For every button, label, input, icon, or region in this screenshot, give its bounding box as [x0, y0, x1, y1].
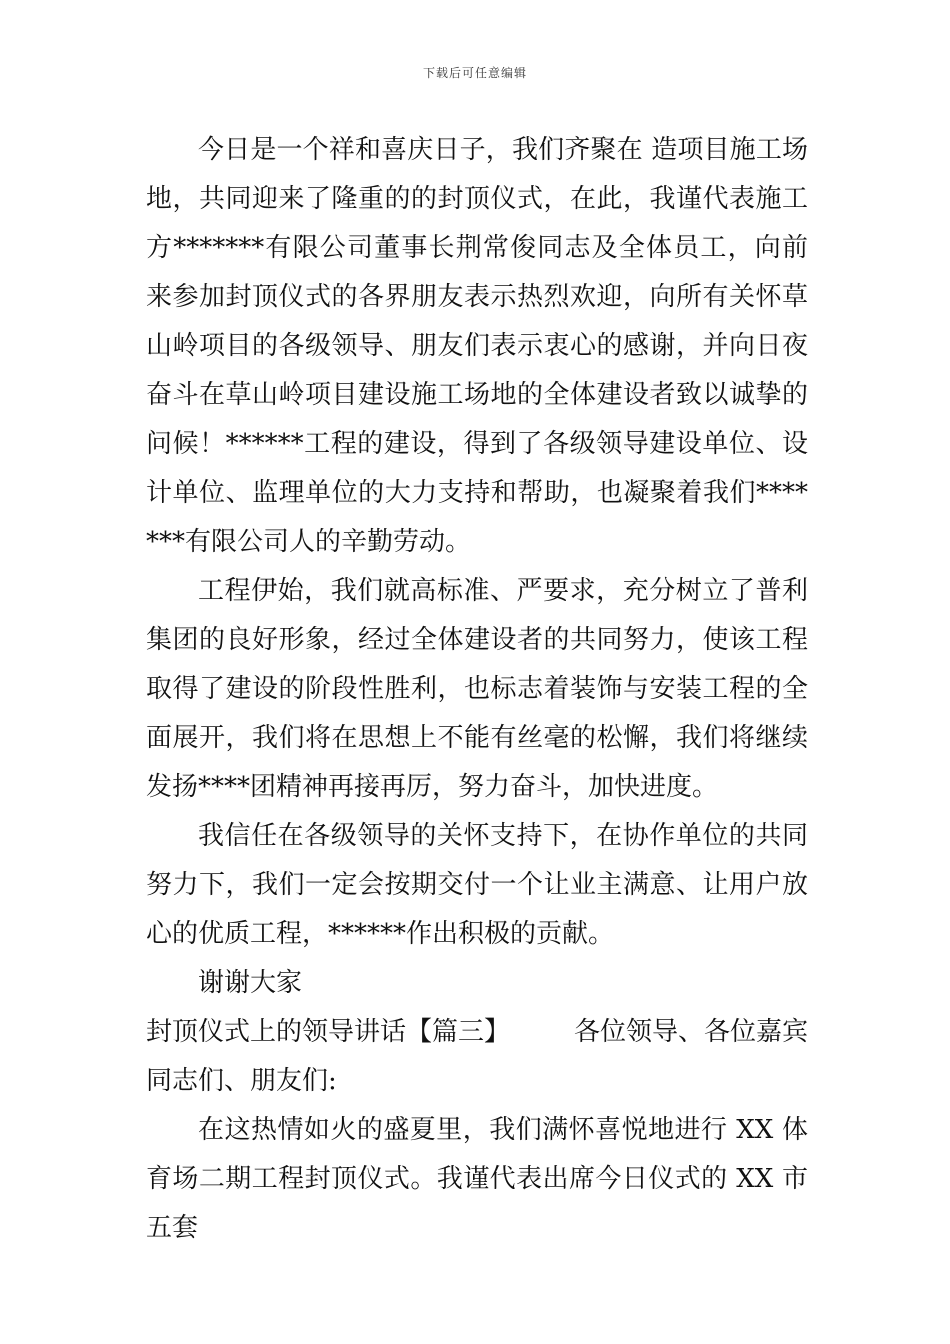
paragraph-3: 我信任在各级领导的关怀支持下，在协作单位的共同努力下，我们一定会按期交付一个让业主满意、让用户放心的优质工程，******作出积极的贡献。 — [146, 821, 808, 949]
paragraph-2: 工程伊始，我们就高标准、严要求，充分树立了普利集团的良好形象，经过全体建设者的共同努力，使该工程取得了建设的阶段性胜利，也标志着装饰与安装工程的全面展开，我们将在思想上不能有丝毫的松懈，我们将继续发扬****团精神再接再厉，努力奋斗，加快进度。 — [146, 576, 808, 802]
section-heading-greeting: 各位领导、各位嘉宾 — [574, 1017, 809, 1047]
header-note: 下载后可任意编辑 — [422, 66, 527, 80]
greeting-continuation: 同志们、朋友们: — [146, 1066, 337, 1096]
thanks-line: 谢谢大家 — [198, 968, 303, 998]
paragraph-4: 在这热情如火的盛夏里，我们满怀喜悦地进行 XX 体育场二期工程封顶仪式。我谨代表出席今日仪式的 XX 市五套 — [146, 1115, 808, 1243]
section-heading-line — [146, 1008, 808, 1057]
section-heading-title: 封顶仪式上的领导讲话【篇三】 — [146, 1017, 511, 1047]
paragraph-1: 今日是一个祥和喜庆日子，我们齐聚在 造项目施工场地，共同迎来了隆重的的封顶仪式，在此，我谨代表施工方*******有限公司董事长荆常俊同志及全体员工，向前来参加封顶仪式的各界朋友表示热烈欢迎，向所有关怀草山岭项目的各级领导、朋友们表示衷心的感谢，并向日夜奋斗在草山岭项目建设施工场地的全体建设者致以诚挚的问候！******工程的建设，得到了各级领导建设单位、设计单位、监理单位的大力支持和帮助，也凝聚着我们*******有限公司人的辛勤劳动。 — [146, 135, 808, 557]
document-body — [146, 126, 808, 1253]
